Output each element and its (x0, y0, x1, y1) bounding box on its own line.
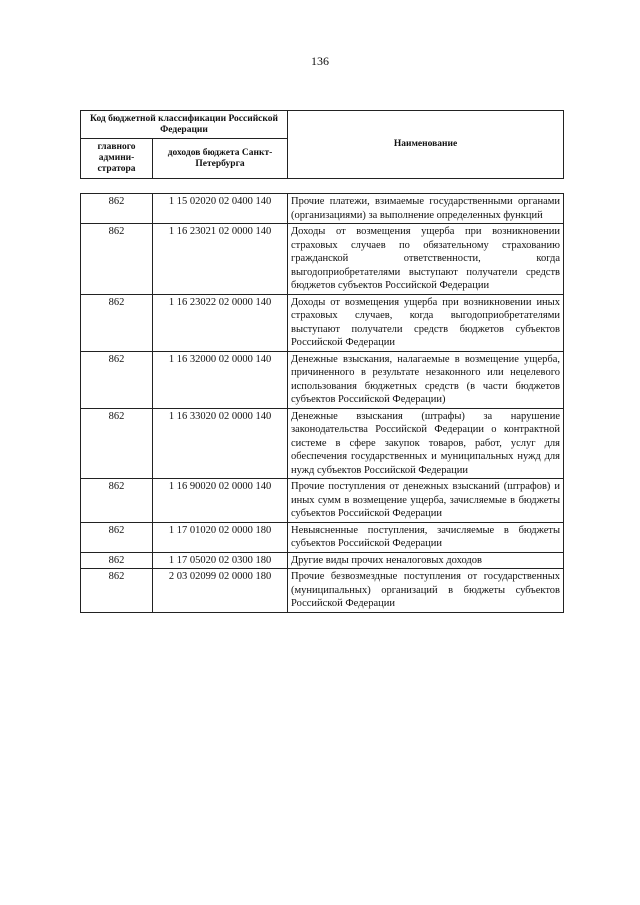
name-cell: Денежные взыскания, налагаемые в возмещение ущерба, причиненного в результате незаконного или нецелевого использования бюджетных средств (в части бюджетов субъектов Российской Федерации) (288, 351, 564, 408)
admin-code-cell: 862 (81, 522, 153, 552)
revenue-table (80, 193, 564, 613)
admin-code-cell: 862 (81, 569, 153, 613)
name-cell: Невыясненные поступления, зачисляемые в бюджеты субъектов Российской Федерации (288, 522, 564, 552)
name-cell: Прочие платежи, взимаемые государственными органами (организациями) за выполнение определенных функций (288, 194, 564, 224)
admin-code-cell: 862 (81, 351, 153, 408)
admin-column-header: главного админи- стратора (81, 139, 153, 179)
name-column-header: Наименование (288, 111, 564, 179)
revenue-column-header: доходов бюджета Санкт-Петербурга (153, 139, 288, 179)
table-row (81, 479, 564, 523)
name-cell: Другие виды прочих неналоговых доходов (288, 552, 564, 569)
table-body (81, 194, 564, 613)
table-row (81, 522, 564, 552)
revenue-code-cell: 1 16 33020 02 0000 140 (153, 408, 288, 479)
table-row (81, 569, 564, 613)
name-cell: Доходы от возмещения ущерба при возникновении страховых случаев по обязательному страхованию гражданской ответственности, когда выгодоприобретателями выступают получатели средств бюджетов субъектов Российской Федерации (288, 224, 564, 295)
page-number: 136 (311, 54, 329, 68)
table-row (81, 294, 564, 351)
name-cell: Денежные взыскания (штрафы) за нарушение законодательства Российской Федерации о контрактной системе в сфере закупок товаров, работ, услуг для обеспечения государственных и муниципальных нужд для нужд субъектов Российской Федерации (288, 408, 564, 479)
name-cell: Доходы от возмещения ущерба при возникновении иных страховых случаев, когда выгодоприобретателями выступают получатели средств бюджетов субъектов Российской Федерации (288, 294, 564, 351)
admin-code-cell: 862 (81, 224, 153, 295)
name-cell: Прочие безвозмездные поступления от государственных (муниципальных) организаций в бюджеты субъектов Российской Федерации (288, 569, 564, 613)
revenue-code-cell: 1 16 90020 02 0000 140 (153, 479, 288, 523)
revenue-code-cell: 1 15 02020 02 0400 140 (153, 194, 288, 224)
revenue-code-cell: 1 17 01020 02 0000 180 (153, 522, 288, 552)
revenue-code-cell: 1 17 05020 02 0300 180 (153, 552, 288, 569)
name-cell: Прочие поступления от денежных взысканий (штрафов) и иных сумм в возмещение ущерба, зачисляемые в бюджеты субъектов Российской Федерации (288, 479, 564, 523)
admin-code-cell: 862 (81, 479, 153, 523)
admin-code-cell: 862 (81, 194, 153, 224)
admin-code-cell: 862 (81, 408, 153, 479)
table-header (80, 110, 564, 179)
table-row (81, 552, 564, 569)
table-row (81, 351, 564, 408)
admin-code-cell: 862 (81, 294, 153, 351)
revenue-code-cell: 1 16 23022 02 0000 140 (153, 294, 288, 351)
table-row (81, 408, 564, 479)
revenue-code-cell: 1 16 32000 02 0000 140 (153, 351, 288, 408)
revenue-code-cell: 1 16 23021 02 0000 140 (153, 224, 288, 295)
admin-code-cell: 862 (81, 552, 153, 569)
revenue-code-cell: 2 03 02099 02 0000 180 (153, 569, 288, 613)
table-row (81, 224, 564, 295)
code-group-header: Код бюджетной классификации Российской Федерации (81, 111, 288, 139)
table-row (81, 194, 564, 224)
